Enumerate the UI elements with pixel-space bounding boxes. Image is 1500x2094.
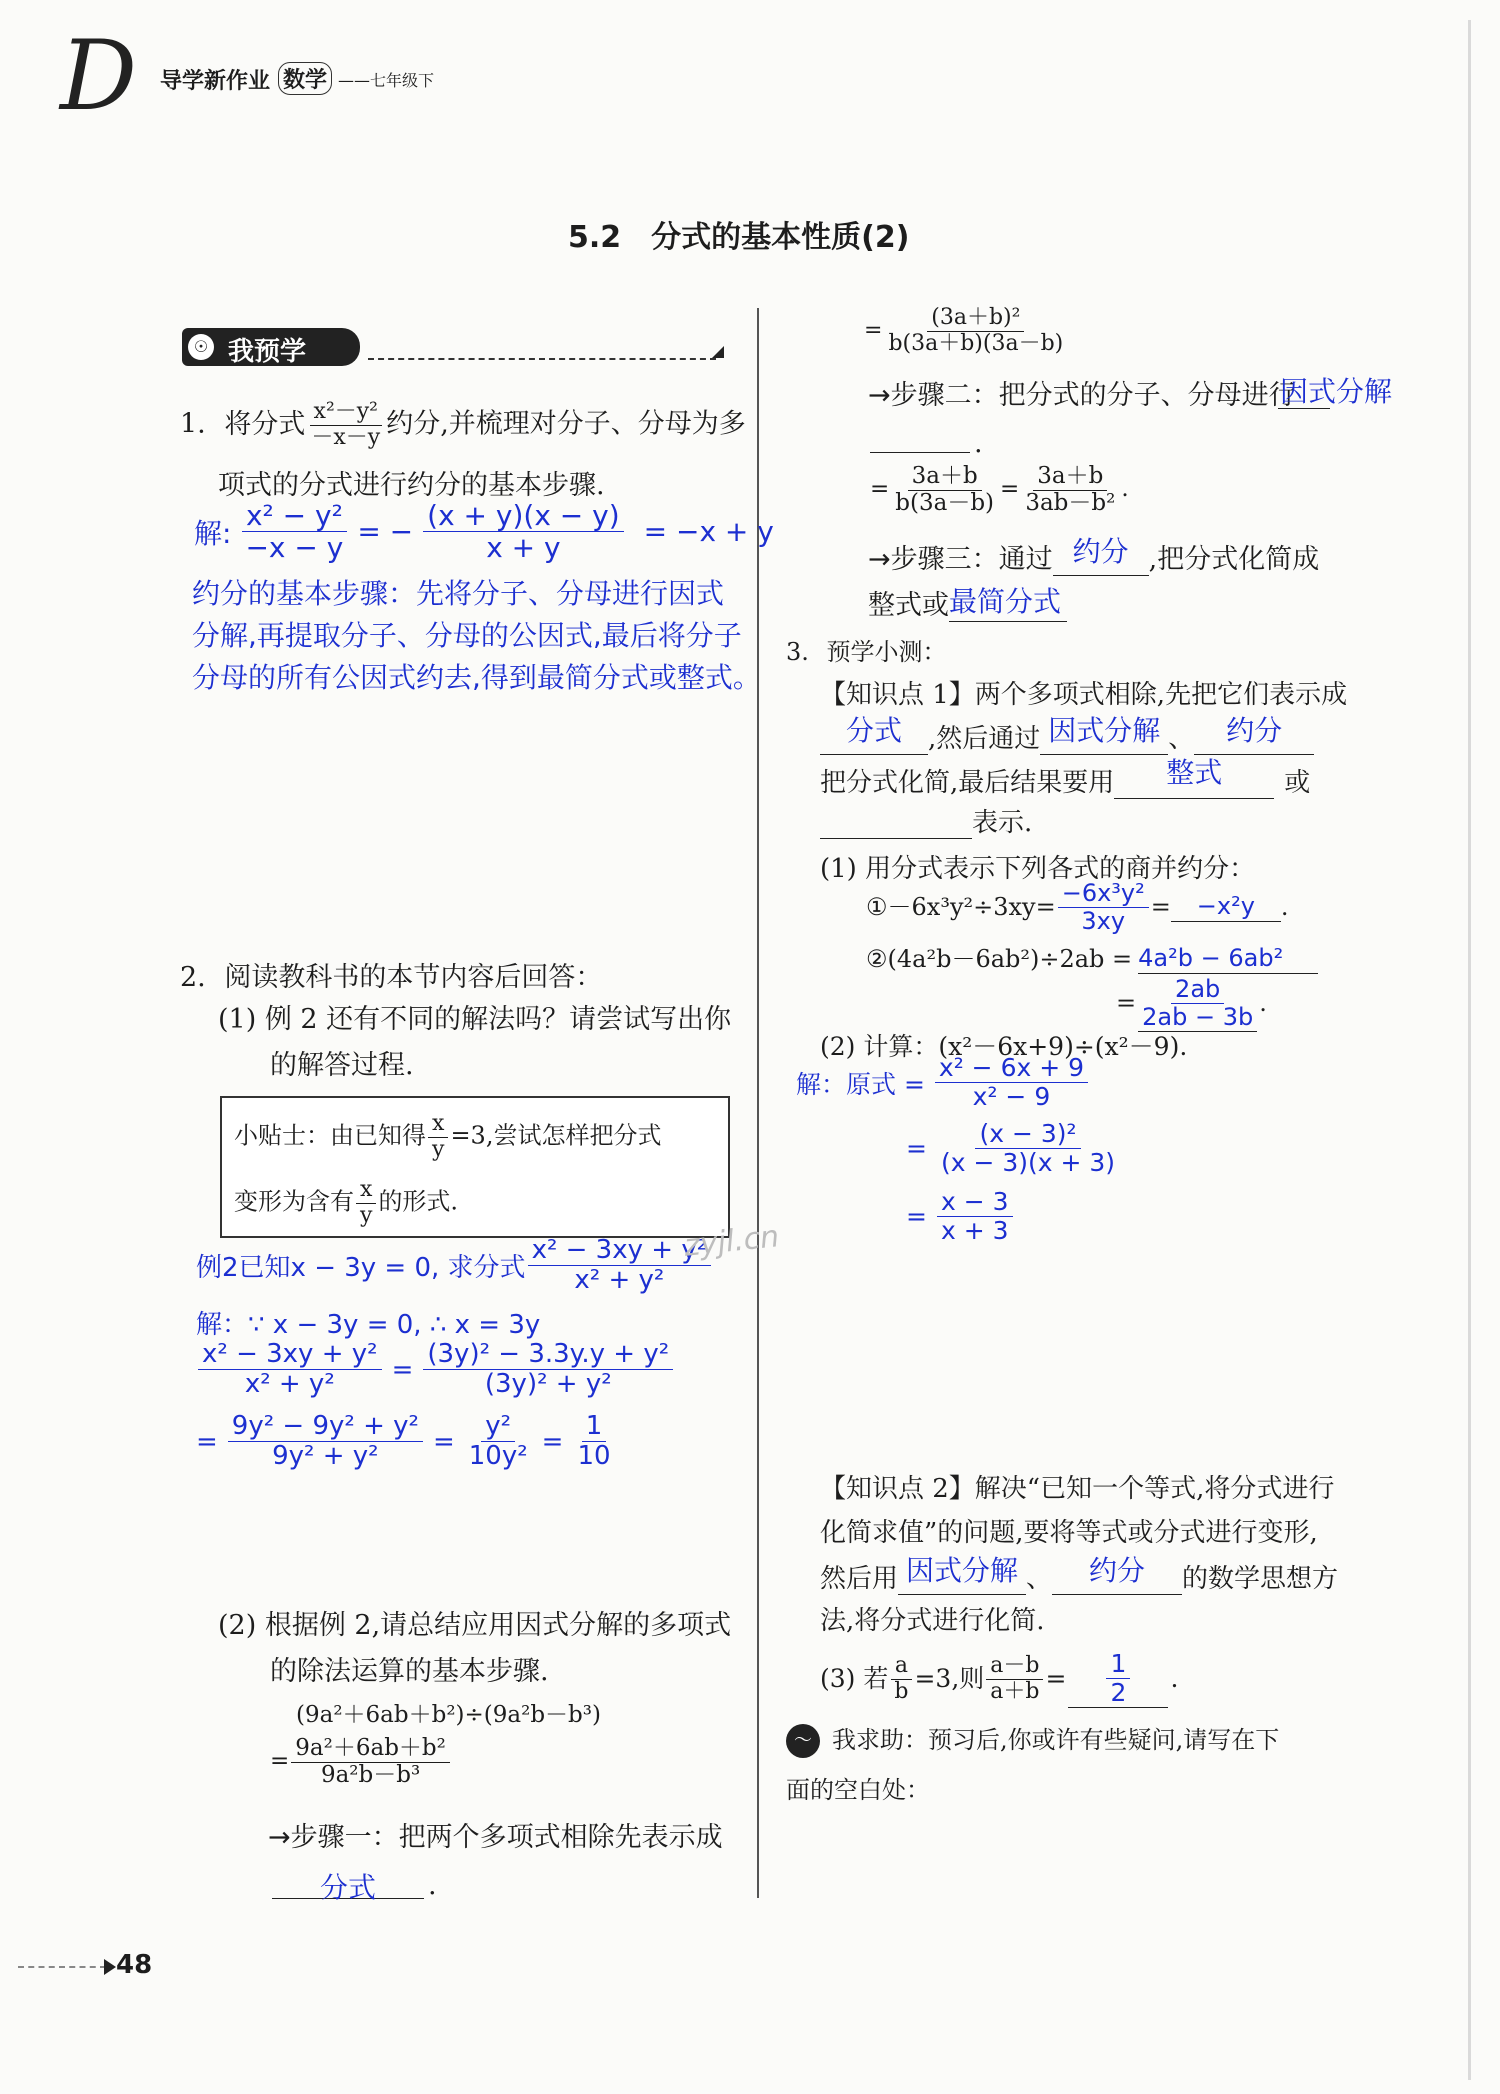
right-frac2a-num: 3a＋b [908, 464, 982, 491]
q2-expr-eq: = [270, 1748, 290, 1775]
q3-s1b [866, 944, 1318, 974]
q1-steps-line3: 分母的所有公因式约去,得到最简分式或整式。 [192, 661, 761, 694]
logo-letter: D [60, 20, 137, 132]
q3-s2-frac3-num: x − 3 [937, 1188, 1013, 1217]
q2-step1-period: . [428, 1870, 437, 1901]
right-frac1-num: (3a＋b)² [927, 306, 1024, 332]
tip-frac1-den: y [432, 1136, 445, 1162]
header [60, 20, 480, 132]
page-number-dashes [18, 1966, 106, 1968]
q2-sub1-line1: (1) 例 2 还有不同的解法吗？请尝试写出你 [218, 1004, 732, 1035]
q2-line [180, 962, 602, 994]
right-step2-answer: 因式分解 [1280, 375, 1393, 408]
q2-s3-frac1 [228, 1412, 423, 1471]
right-frac1-line [864, 306, 1069, 356]
q1-frac-num: x²－y² [310, 400, 382, 426]
q2-step1-blank [272, 1866, 424, 1904]
preview-icon: ☉ [188, 334, 214, 360]
tip-frac2-den: y [360, 1202, 373, 1228]
q3-s3-period: . [1170, 1664, 1179, 1693]
preview-dashline [368, 358, 716, 360]
tip-line2 [234, 1178, 458, 1228]
q3-s1a-frac [1058, 880, 1149, 935]
q1-pre: 将分式 [224, 408, 306, 440]
q2-s2-eq: = [391, 1354, 414, 1385]
tip-box [220, 1096, 730, 1238]
kp1-blank3 [1194, 714, 1314, 755]
kp2-blank2 [1052, 1554, 1182, 1595]
grade-label: ——七年级下 [338, 71, 435, 90]
q2-expression-frac-line [270, 1736, 452, 1789]
q3-s2-solution3 [906, 1188, 1015, 1245]
q1-answer [194, 500, 774, 564]
q3-s1a-blank [1171, 892, 1281, 922]
series-name: 导学新作业 [160, 69, 271, 94]
q3-s1a-pre: ①－6x³y²÷3xy= [866, 892, 1056, 921]
q1-ans-eq2: = −x + y [643, 515, 774, 549]
kp1-blank2 [1040, 714, 1168, 755]
subject-name: 数学 [278, 62, 332, 95]
q2-s3-frac3-den: 10 [577, 1441, 611, 1472]
q2-sub1-line2: 的解答过程. [270, 1050, 414, 1081]
q2-s2-frac2-num: (3y)² − 3.3y.y + y² [423, 1340, 673, 1370]
kp2-line2: 化简求值”的问题,要将等式或分式进行变形, [820, 1518, 1318, 1548]
q3-s1b-frac-den: 2ab [1171, 976, 1224, 1004]
q2-s3-frac1-den: 9y² + y² [272, 1441, 379, 1472]
q3-s3-frac1-den: b [894, 1678, 909, 1704]
tip2-post: 的形式. [378, 1187, 459, 1216]
right-step3-blank2 [949, 585, 1067, 622]
q3-s1b-blank [1138, 944, 1318, 974]
q3-s2-frac2-num: (x − 3)² [975, 1120, 1080, 1149]
step3-arrow-icon: → [868, 544, 891, 575]
right-frac2-eq1: = [870, 476, 890, 503]
q3-s3-answer [1068, 1650, 1168, 1708]
right-step3-answer: 约分 [1072, 535, 1129, 569]
right-step3-l2: 整式或 [868, 590, 949, 621]
kp1-answer1: 分式 [845, 714, 902, 747]
q2-expr-frac-num: 9a²＋6ab＋b² [291, 1736, 450, 1763]
q2-solution-line3 [196, 1412, 617, 1471]
q2-example [196, 1236, 713, 1295]
right-frac2-eq2: = [1000, 476, 1020, 503]
q3-s1b-line2 [1116, 976, 1267, 1032]
q2-expr-frac [291, 1736, 450, 1789]
q3-s3 [820, 1650, 1178, 1708]
right-step3-post: ,把分式化简成 [1148, 544, 1320, 575]
q2-s3-frac1-num: 9y² − 9y² + y² [228, 1412, 423, 1442]
q1-ans-label: 解: [194, 516, 232, 550]
q1-steps-line1: 约分的基本步骤：先将分子、分母进行因式 [192, 577, 725, 610]
kp1-answer2: 因式分解 [1048, 714, 1161, 747]
q3-s2-solution2 [906, 1120, 1121, 1177]
q3-s2-frac2 [937, 1120, 1119, 1177]
q3-s1a-eq: = [1150, 892, 1171, 921]
q3-line [786, 638, 947, 667]
tip-fraction-1 [428, 1112, 448, 1162]
tip-frac2-num: x [356, 1178, 376, 1204]
preview-tag-label: 我预学 [228, 337, 307, 367]
q1-ans-eq1: = − [357, 515, 414, 549]
q3-s3-frac2-den: a＋b [990, 1678, 1040, 1704]
right-step3-pre: 步骤三：通过 [890, 544, 1053, 575]
q2-step1 [268, 1822, 723, 1854]
q2-s3-frac3-num: 1 [582, 1412, 607, 1442]
q2-s3-frac2-num: y² [481, 1412, 515, 1442]
help-line1: 我求助：预习后,你或许有些疑问,请写在下 [832, 1726, 1280, 1754]
q2-step1-answer: 分式 [319, 1871, 376, 1904]
right-step3 [868, 535, 1320, 576]
q2-s3-eq3: = [541, 1426, 564, 1457]
q3-s3-pre: (3) 若 [820, 1664, 889, 1693]
q3-s1b-num: 4a²b − 6ab² [1138, 944, 1284, 972]
kp2-l3-post: 的数学思想方 [1182, 1563, 1339, 1594]
kp1-answer3: 约分 [1226, 714, 1283, 747]
right-frac1-eq: = [864, 317, 883, 343]
right-edge-line [1468, 20, 1471, 2080]
q3-s2-frac3-den: x + 3 [940, 1216, 1009, 1245]
q2-s3-frac2-den: 10y² [468, 1441, 528, 1472]
right-frac2b-num: 3a＋b [1033, 464, 1107, 491]
watermark: zyjl.cn [682, 1219, 781, 1264]
q2-solution-line2 [196, 1340, 675, 1399]
q3-s2-solution1 [796, 1054, 1090, 1111]
right-frac2-period: . [1121, 476, 1129, 503]
q3-s3-answer-num: 1 [1106, 1650, 1130, 1679]
q3-s3-frac1-num: a [891, 1654, 912, 1680]
right-frac2b-den: 3ab－b² [1025, 489, 1116, 516]
q3-s1a [866, 880, 1288, 935]
q1-frac-den: －x－y [311, 424, 381, 450]
help-line2: 面的空白处： [786, 1776, 930, 1804]
q2-example-frac-num: x² − 3xy + y² [528, 1236, 712, 1266]
kp2-line3 [820, 1554, 1339, 1595]
q3-s1a-frac-num: −6x³y² [1058, 880, 1149, 908]
q2-sub2-line2: 的除法运算的基本步骤. [270, 1656, 549, 1687]
q1-ans-frac1-den: −x − y [245, 531, 344, 565]
q2-solution-line1: 解：∵ x − 3y = 0, ∴ x = 3y [196, 1310, 541, 1340]
right-frac2a-den: b(3a－b) [895, 489, 995, 516]
q3-s2-frac3 [937, 1188, 1013, 1245]
q2-example-pre: 例2已知x − 3y = 0, 求分式 [196, 1253, 526, 1284]
kp1-line3 [820, 756, 1311, 799]
right-step2-period: . [974, 428, 983, 459]
q3-title: 预学小测： [826, 638, 947, 666]
q2-step1-text: 步骤一：把两个多项式相除先表示成 [290, 1822, 723, 1853]
tip-pre: 小贴士：由已知得 [234, 1121, 426, 1150]
kp2-answer1: 因式分解 [906, 1554, 1019, 1587]
right-step3-answer2: 最简分式 [949, 585, 1062, 619]
preview-tag [182, 328, 360, 366]
page-number: 48 [116, 1950, 153, 1980]
right-frac1-den: b(3a＋b)(3a－b) [888, 330, 1064, 356]
q3-s2-label: 解：原式 = [796, 1069, 925, 1099]
right-step3-blank [1053, 535, 1149, 576]
tip-frac1-num: x [428, 1112, 448, 1138]
preview-dash-arrow [712, 346, 724, 358]
q3-s1a-answer: −x²y [1196, 892, 1255, 921]
help-icon: 〜 [786, 1724, 820, 1758]
q2-s3-eq1: = [196, 1426, 218, 1457]
q3-s2-frac2-den: (x − 3)(x + 3) [940, 1148, 1116, 1177]
kp2-l3-pre: 然后用 [820, 1563, 899, 1594]
q3-s1b-answer: 2ab − 3b [1138, 1004, 1257, 1032]
q2-text: 阅读教科书的本节内容后回答： [224, 962, 603, 993]
right-step2 [868, 380, 1296, 412]
tip-line1 [234, 1112, 661, 1162]
kp1-sep: 、 [1168, 723, 1195, 754]
q3-s1a-frac-den: 3xy [1081, 906, 1126, 935]
q3-s1a-period: . [1280, 892, 1289, 921]
q2-number: 2. [180, 962, 206, 993]
q3-s1b-period: . [1259, 989, 1267, 1018]
q1-ans-frac1-num: x² − y² [242, 500, 347, 532]
q2-s2-frac1-den: x² + y² [244, 1369, 335, 1400]
kp1-line2 [820, 714, 1314, 755]
q3-s3-eq: = [1045, 1664, 1067, 1693]
q1-fraction [307, 400, 384, 450]
q2-s3-frac2 [465, 1412, 532, 1471]
q1-ans-frac2 [423, 500, 624, 564]
q1-line2: 项式的分式进行约分的基本步骤. [218, 470, 605, 501]
kp2-sep: 、 [1026, 1563, 1053, 1594]
step1-arrow-icon: → [268, 1822, 291, 1853]
kp1-blank1 [820, 714, 928, 755]
q2-sub2-line1: (2) 根据例 2,请总结应用因式分解的多项式 [218, 1610, 732, 1641]
kp2-answer2: 约分 [1089, 1554, 1146, 1587]
right-frac2a [891, 464, 998, 517]
q2-s2-frac2-den: (3y)² + y² [484, 1369, 612, 1400]
right-step2-text: 步骤二：把分式的分子、分母进行 [890, 380, 1296, 411]
q2-s2-frac2 [423, 1340, 673, 1399]
kp2-line1: 【知识点 2】解决“已知一个等式,将分式进行 [820, 1474, 1335, 1504]
kp1-or: 或 [1284, 767, 1311, 798]
q3-s1b-frac [1138, 976, 1257, 1032]
q3-s1b-pre: ②(4a²b－6ab²)÷2ab = [866, 944, 1133, 973]
q3-s3-frac1 [890, 1654, 912, 1704]
q2-s2-frac1-num: x² − 3xy + y² [198, 1340, 382, 1370]
q3-number: 3. [786, 638, 809, 666]
q1-steps-line2: 分解,再提取分子、分母的公因式,最后将分子 [192, 619, 742, 652]
page-number-arrow [104, 1959, 116, 1975]
right-step3-line2 [868, 585, 1067, 622]
kp2-blank1 [898, 1554, 1026, 1595]
q1-number: 1. [180, 408, 206, 440]
q3-s2: (2) 计算：(x²－6x+9)÷(x²－9). [820, 1032, 1188, 1061]
kp1-blank5 [820, 808, 972, 839]
tip-post: =3,尝试怎样把分式 [450, 1121, 662, 1150]
tip2-pre: 变形为含有 [234, 1187, 354, 1216]
q3-s2-eq2: = [906, 1134, 927, 1163]
q3-s2-frac1-num: x² − 6x + 9 [935, 1054, 1088, 1083]
kp1-line1: 【知识点 1】两个多项式相除,先把它们表示成 [820, 680, 1348, 710]
step2-arrow-icon: → [868, 380, 891, 411]
kp1-l3: 把分式化简,最后结果要用 [820, 767, 1115, 798]
q1-post: 约分,并梳理对分子、分母为多 [386, 408, 746, 440]
right-frac2-line [870, 464, 1129, 517]
q3-s3-frac2-num: a－b [986, 1654, 1043, 1680]
kp1-mid: ,然后通过 [928, 723, 1041, 754]
right-step2-blank2 [870, 424, 970, 453]
q3-s2-frac1 [935, 1054, 1088, 1111]
q3-s1b-eq: = [1116, 989, 1137, 1018]
q2-expr-frac-den: 9a²b－b³ [320, 1761, 421, 1788]
q2-s3-eq2: = [432, 1426, 455, 1457]
right-frac1 [884, 306, 1067, 356]
q2-s3-frac3 [573, 1412, 614, 1471]
kp1-blank4 [1114, 756, 1274, 799]
q3-s2-eq3: = [906, 1202, 927, 1231]
kp1-answer4: 整式 [1166, 756, 1223, 789]
q2-s2-frac1 [198, 1340, 382, 1399]
right-frac2b [1021, 464, 1119, 517]
kp1-line4 [820, 808, 1032, 839]
q2-example-frac-den: x² + y² [574, 1265, 665, 1296]
q3-s2-frac1-den: x² − 9 [972, 1082, 1051, 1111]
q1-ans-frac2-num: (x + y)(x − y) [423, 500, 624, 532]
q3-s1: (1) 用分式表示下列各式的商并约分： [820, 854, 1256, 884]
q1-ans-frac1 [241, 500, 347, 564]
tip-fraction-2 [356, 1178, 376, 1228]
q1-line1 [180, 400, 746, 450]
q1-ans-frac2-den: x + y [486, 531, 561, 565]
q3-s3-frac2 [986, 1654, 1043, 1704]
q2-expression: (9a²＋6ab＋b²)÷(9a²b－b³) [296, 1702, 601, 1728]
kp2-line4: 法,将分式进行化简. [820, 1606, 1045, 1636]
section-title: 5.2 分式的基本性质(2) [568, 220, 910, 255]
q3-s3-mid: =3,则 [914, 1664, 985, 1693]
q3-s3-answer-den: 2 [1110, 1678, 1127, 1707]
kp1-l4: 表示. [972, 808, 1033, 838]
